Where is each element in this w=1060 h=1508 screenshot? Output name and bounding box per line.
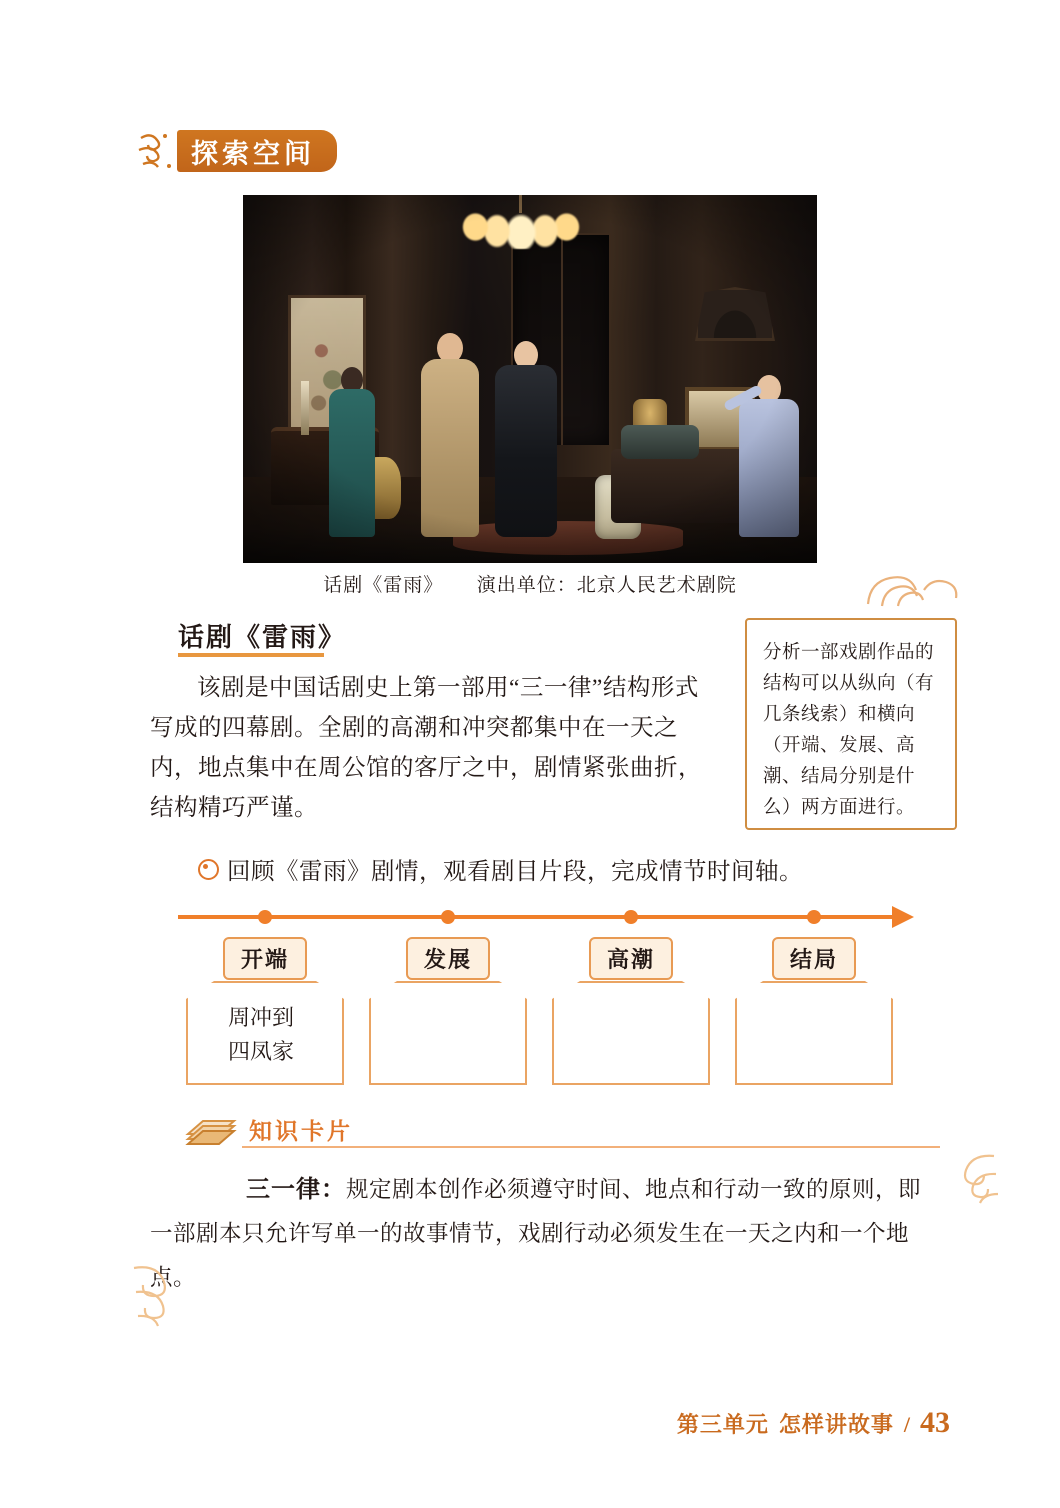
circle-bullet-icon bbox=[198, 859, 219, 880]
knowledge-card-term: 三一律： bbox=[246, 1177, 346, 1203]
timeline-axis bbox=[178, 915, 896, 919]
timeline-stage-label-1: 开端 bbox=[223, 937, 307, 980]
section-banner bbox=[135, 128, 337, 174]
knowledge-card-rule bbox=[242, 1146, 940, 1148]
note-cloud-ornament-icon bbox=[862, 560, 958, 608]
books-stack-icon bbox=[185, 1112, 237, 1146]
section-title: 探索空间 bbox=[191, 138, 315, 169]
side-note-box bbox=[745, 618, 957, 830]
knowledge-card-body bbox=[150, 1168, 940, 1300]
footer-unit: 第三单元 bbox=[676, 1412, 769, 1437]
timeline-node bbox=[807, 910, 821, 924]
timeline-answer-line-1: 周冲到 bbox=[228, 1005, 295, 1030]
timeline-stage-label-2: 发展 bbox=[406, 937, 490, 980]
banner-ornament-icon bbox=[135, 128, 177, 174]
figure-caption-main: 话剧《雷雨》 bbox=[323, 575, 444, 596]
knowledge-card-definition: 规定剧本创作必须遵守时间、地点和行动一致的原则，即一部剧本只允许写单一的故事情节，戏剧行动必须发生在一天之内和一个地点。 bbox=[150, 1177, 922, 1290]
timeline-answer-text-1 bbox=[186, 1001, 344, 1069]
knowledge-card-header bbox=[185, 1112, 353, 1146]
task-instruction-text: 回顾《雷雨》剧情，观看剧目片段，完成情节时间轴。 bbox=[227, 859, 803, 885]
section-banner-plate bbox=[177, 130, 337, 172]
task-instruction bbox=[198, 852, 803, 886]
article-heading: 话剧《雷雨》 bbox=[178, 623, 347, 652]
figure-caption-credit: 演出单位：北京人民艺术剧院 bbox=[476, 575, 737, 596]
timeline-answer-box-2[interactable] bbox=[369, 981, 527, 1085]
timeline-stage-label-3: 高潮 bbox=[589, 937, 673, 980]
theater-stage-photo bbox=[243, 195, 817, 563]
timeline-answer-line-2: 四凤家 bbox=[228, 1039, 295, 1064]
page-footer bbox=[677, 1406, 950, 1440]
timeline-answer-box-4[interactable] bbox=[735, 981, 893, 1085]
article-paragraph: 该剧是中国话剧史上第一部用“三一律”结构形式写成的四幕剧。全剧的高潮和冲突都集中在一天之内，地点集中在周公馆的客厅之中，剧情紧张曲折，结构精巧严谨。 bbox=[150, 675, 702, 821]
figure-caption bbox=[243, 570, 817, 597]
footer-separator: / bbox=[903, 1412, 910, 1437]
side-note-text: 分析一部戏剧作品的结构可以从纵向（有几条线索）和横向（开端、发展、高潮、结局分别是什么）两方面进行。 bbox=[763, 643, 935, 818]
knowledge-card-title: 知识卡片 bbox=[249, 1118, 353, 1144]
timeline-arrow-icon bbox=[892, 906, 914, 928]
timeline-node bbox=[624, 910, 638, 924]
timeline-answer-box-3[interactable] bbox=[552, 981, 710, 1085]
plot-timeline bbox=[178, 905, 938, 1105]
timeline-stage-label-4: 结局 bbox=[772, 937, 856, 980]
timeline-node bbox=[258, 910, 272, 924]
article-heading-underline bbox=[178, 653, 324, 657]
cloud-ornament-left-icon bbox=[130, 1258, 250, 1330]
page-number: 43 bbox=[920, 1406, 950, 1439]
footer-unit-name: 怎样讲故事 bbox=[778, 1412, 894, 1437]
timeline-node bbox=[441, 910, 455, 924]
